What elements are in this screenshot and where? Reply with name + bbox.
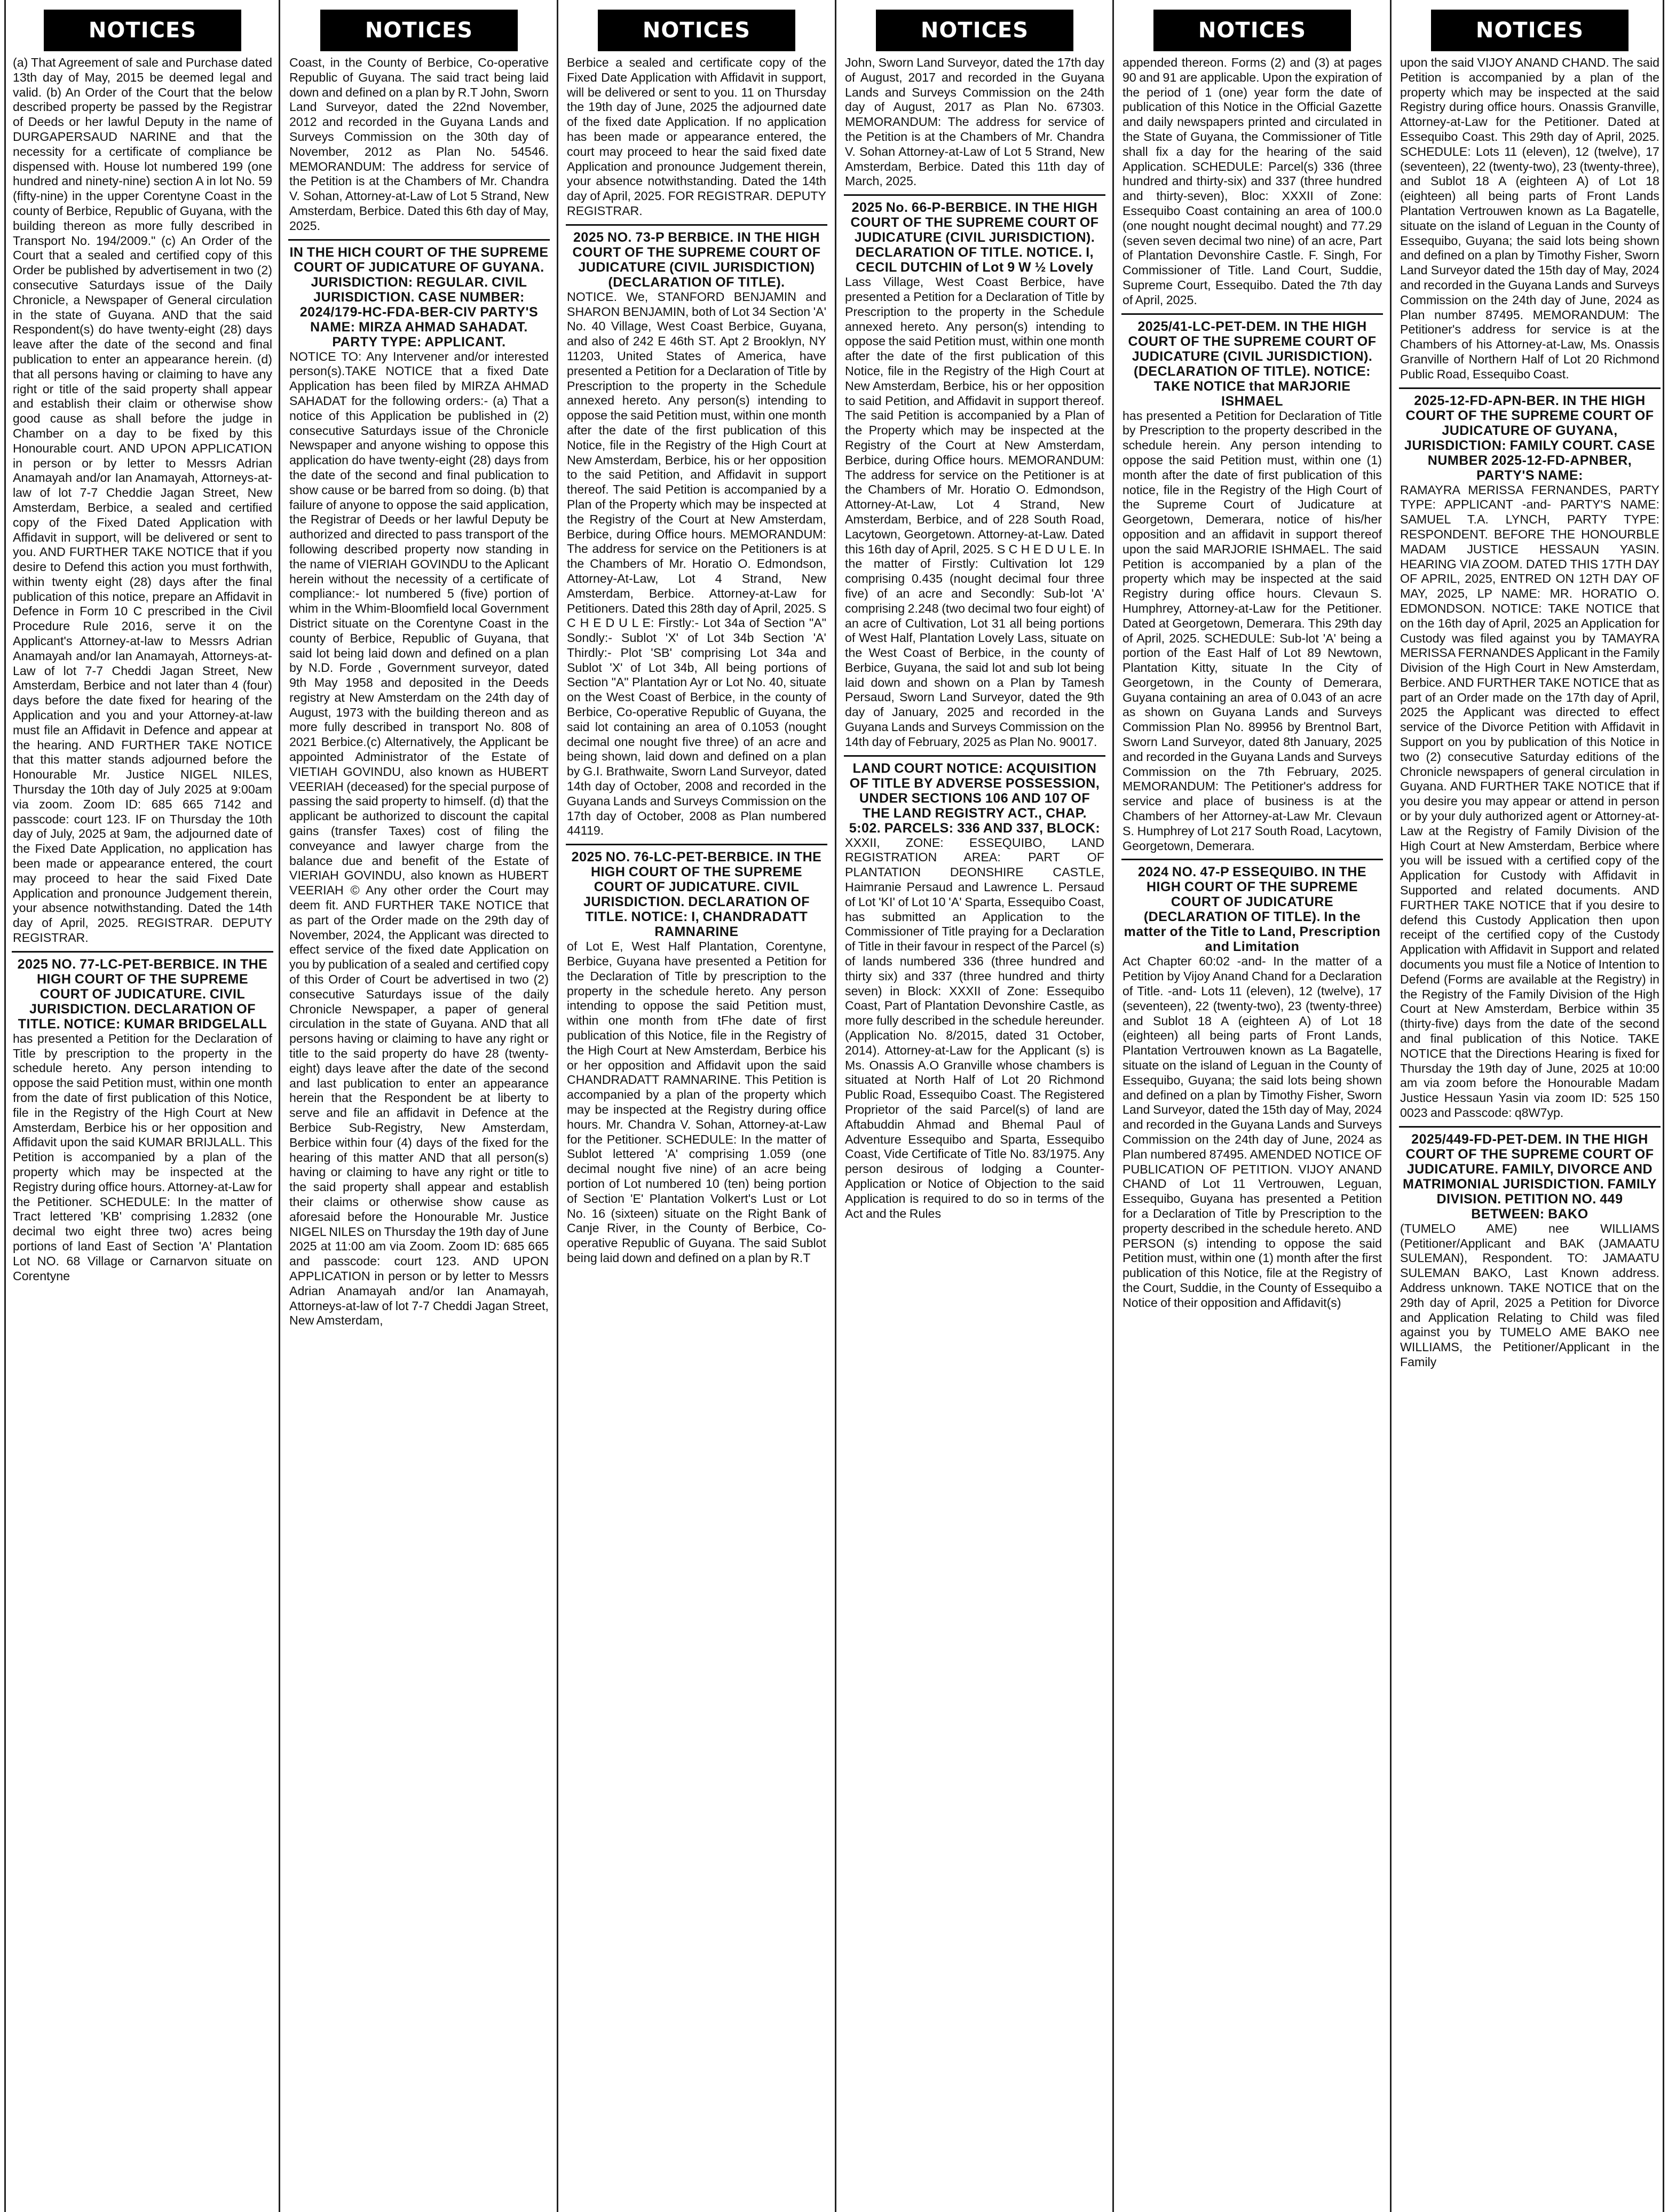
- notice: [13, 957, 272, 1284]
- notice-divider: [566, 224, 827, 226]
- notice-heading: 2025 No. 66-P-BERBICE. IN THE HIGH COURT OF THE SUPREME COURT OF JUDICATURE (CIVIL JURISDICTION). DECLARATION OF TITLE. NOTICE. I, CECIL DUTCHIN of Lot 9 W ½ Lovely: [850, 200, 1099, 275]
- notices-column: [566, 10, 827, 2200]
- column-rule: [835, 0, 836, 2212]
- notice-text: NOTICE TO: Any Intervener and/or interested person(s).TAKE NOTICE that a fixed Date Application has been filed by MIRZA AHMAD SAHADAT for the following orders:- (a) That a notice of this Application be published in (2) consecutive Saturdays issue of the Chronicle Newspaper and anyone wishing to oppose this application do have twenty-eight (28) days from the date of the second and final publication to show cause or be barred from so doing. (b) that failure of anyone to oppose the said application, the Registrar of Deeds or her lawful Deputy be authorized and directed to pass transport of the following described property now standing in the name of VIERIAH GOVINDU to the Aplicant herein without the necessity of a certificate of compliance:- lot numbered 5 (five) portion of whim in the Whim-Bloomfield local Government District situate on the Corentyne Coast in the county of Berbice, Republic of Guyana, that said lot being laid down and defined on a plan by N.D. Forde , Government surveyor, dated 9th May 1958 and deposited in the Deeds registry at New Amsterdam on the 24th day of August, 1973 with the building thereon and as more fully described in transport No. 808 of 2021 Berbice.(c) Alternatively, the Applicant be appointed Administrator of the Estate of VIETIAH GOVINDU, also known as HUBERT VEERIAH (deceased) for the special purpose of passing the said property to himself. (d) that the applicant be authorized to discount the capital gains (transfer Taxes) cost of filing the conveyance and lawyer charge from the balance due and benefit of the Estate of VIERIAH GOVINDU, also known as HUBERT VEERIAH © Any other order the Court may deem fit. AND FURTHER TAKE NOTICE that as part of the Order made on the 29th day of November, 2024, the Applicant was directed to effect service of the fixed date Application on you by publication of a sealed and certified copy of this Order of Court be advertised in two (2) consecutive Saturdays issue of the daily Chronicle Newspaper, a paper of general circulation in the state of Guyana. AND that all persons having or claiming to have any right or title to the said property do have 28 (twenty-eight) days leave after the date of the second and last publication to enter an appearance herein that the Respondent be at liberty to serve and file an affidavit in Defence at the Berbice Sub-Registry, New Amsterdam, Berbice within four (4) days of the fixed for the hearing of this matter AND that all person(s) having or claiming to have any right or title to the said property shall appear and establish their claims or otherwise show cause as aforesaid before the Honourable Mr. Justice NIGEL NILES on Thursday the 19th day of June 2025 at 11:00 am via Zoom. Zoom ID: 685 665 and passcode: court 123. AND UPON APPLICATION in person or by letter to Messrs Adrian Anamayah and/or Ian Anamayah, Attorneys-at-law of lot 7-7 Cheddi Jagan Street, New Amsterdam,: [289, 349, 549, 1328]
- notice-text: has presented a Petition for the Declaration of Title by prescription to the property in the schedule hereto. Any person intending to oppose the said Petition must, within one month from the date of first publication of this Notice, file in the Registry of the High Court at New Amsterdam, Berbice his or her opposition and Affidavit upon the said KUMAR BRIJLALL. This Petition is accompanied by a plan of the property which may be inspected at the Registry during office hours. Attorney-at-Law for the Petitioner. SCHEDULE: In the matter of Tract lettered 'KB' comprising 1.2832 (one decimal two eight three two) acres being portions of land East of Section 'A' Plantation Lot NO. 68 Village or Carnarvon situate on Corentyne: [13, 1031, 272, 1283]
- notice-heading: 2025 NO. 73-P BERBICE. IN THE HIGH COURT OF THE SUPREME COURT OF JUDICATURE (CIVIL JURISDICTION) (DECLARATION OF TITLE).: [572, 229, 821, 290]
- notice-divider: [844, 194, 1105, 196]
- notice-text: (a) That Agreement of sale and Purchase dated 13th day of May, 2015 be deemed legal and valid. (b) An Order of the Court that the below described property be passed by the Registrar of Deeds or her lawful Deputy in the name of DURGAPERSAUD NARINE and that the necessity for a certificate of compliance be dispensed with. House lot numbered 199 (one hundred and ninety-nine) section A in lot No. 59 (fifty-nine) in the upper Corentyne Coast in the county of Berbice, Republic of Guyana, with the building thereon as more fully described in Transport No. 194/2009." (c) An Order of the Court that a sealed and certified copy of this Order be published by advertisement in two (2) consecutive Saturdays issue of the Daily Chronicle, a Newspaper of General circulation in the state of Guyana. AND that the said Respondent(s) do have twenty-eight (28) days leave after the date of the second and final publication to enter an appearance herein. (d) that all persons having or claiming to have any right or title of the said property shall appear and establish their claim or otherwise show good cause as shall before the judge in Chamber on a day to be fixed by this Honourable court. AND UPON APPLICATION in person or by letter to Messrs Adrian Anamayah and/or Ian Anamayah, Attorneys-at-law of lot 7-7 Cheddie Jagan Street, New Amsterdam, Berbice, a sealed and certified copy of the Fixed Dated Application with Affidavit in support, will be delivered or sent to you. AND FURTHER TAKE NOTICE that if you desire to Defend this action you must forthwith, within twenty eight (28) days after the final publication of this notice, prepare an Affidavit in Defence in Form 10 C prescribed in the Civil Procedure Rule 2016, serve it on the Applicant's Attorney-at-law to Messrs Adrian Anamayah and/or Ian Anamayah, Attorneys-at-Law of lot 7-7 Cheddi Jagan Street, New Amsterdam, Berbice and not later than 4 (four) days before the date fixed for hearing of the Application and you and your Attorney-at-law must file an Affidavit in Defence and appear at the hearing. AND FURTHER TAKE NOTICE that this matter stands adjourned before the Honourable Mr. Justice NIGEL NILES, Thursday the 10th day of July 2025 at 9:00am via zoom. Zoom ID: 685 665 7142 and passcode: court 123. IF on Thursday the 10th day of July, 2025 at 9am, the adjourned date of the Fixed Date Application, no application has been made or appearance entered, the court may proceed to hear the said Fixed Date Application and pronounce Judgement therein, your absence notwithstanding. Dated the 14th day of April, 2025. REGISTRAR. DEPUTY REGISTRAR.: [13, 56, 272, 945]
- notice-text: Berbice a sealed and certificate copy of the Fixed Date Application with Affidavit in support, will be delivered or sent to you. 11 on Thursday the 19th day of June, 2025 the adjourned date of the fixed date Application. If no application has been made or appearance entered, the court may proceed to hear the said fixed date Application and pronounce Judgement therein, your absence notwithstanding. Dated the 14th day of April, 2025. FOR REGISTRAR. DEPUTY REGISTRAR.: [567, 56, 826, 218]
- notice-text: Lass Village, West Coast Berbice, have presented a Petition for a Declaration of Title by Prescription to the property in the Schedule annexed hereto. Any person(s) intending to oppose the said Petition must, within one month after the date of the first publication of this Notice, file in the Registry of the High Court at New Amsterdam, Berbice, his or her opposition to said Petition, and Affidavit in support thereof. The said Petition is accompanied by a Plan of the Property which may be inspected at the Registry of the Court at New Amsterdam, Berbice, during Office hours. MEMORANDUM: The address for service on the Petitioner is at the Chambers of Mr. Horatio O. Edmondson, Attorney-At-Law, Lot 4 Strand, New Amsterdam, Berbice, and of 228 South Road, Lacytown, Georgetown. Attorney-at-Law. Dated this 16th day of April, 2025. S C H E D U L E. In the matter of Firstly: Cultivation lot 129 comprising 0.435 (nought decimal four three five) of an acre and Secondly: Sub-lot 'A' comprising 2.248 (two decimal two four eight) of an acre of Cultivation, Lot 31 all being portions of West Half, Plantation Lovely Lass, situate on the West Coast of Berbice, in the county of Berbice, Guyana, the said lot and sub lot being laid down and shown on a Plan by Tamesh Persaud, Sworn Land Surveyor, dated the 9th day of January, 2025 and recorded in the Guyana Lands and Surveys Commission on the 14th day of February, 2025 as Plan No. 90017.: [845, 275, 1104, 749]
- column-header: NOTICES: [44, 10, 241, 51]
- notice: [567, 850, 826, 1266]
- notice-text: Coast, in the County of Berbice, Co-operative Republic of Guyana. The said tract being laid down and defined on a plan by R.T John, Sworn Land Surveyor, dated the 22nd November, 2012 and recorded in the Guyana Lands and Surveys Commission on the 30th day of November, 2012 as Plan No. 54546. MEMORANDUM: The address for service of the Petition is at the Chambers of Mr. Chandra V. Sohan, Attorney-at-Law of Lot 5 Strand, New Amsterdam, Berbice. Dated this 6th day of May, 2025.: [289, 56, 549, 233]
- notices-column: [12, 10, 273, 2200]
- notice-divider: [288, 239, 550, 241]
- notice: [845, 200, 1104, 750]
- notice-text: RAMAYRA MERISSA FERNANDES, PARTY TYPE: APPLICANT -and- PARTY'S NAME: SAMUEL T.A. LYNCH, PARTY TYPE: RESPONDENT. BEFORE THE HONOURBLE MADAM JUSTICE HESSAUN YASIN. HEARING VIA ZOOM. DATED THIS 17TH DAY OF APRIL, 2025, ENTRED ON 12TH DAY OF MAY, 2025, LP NAME: MR. HORATIO O. EDMONDSON. NOTICE: TAKE NOTICE that on the 16th day of April, 2025 an Application for Custody was filed against you by TAMAYRA MERISSA FERNANDES Applicant in the Family Division of the High Court in New Amsterdam, Berbice. AND FURTHER TAKE NOTICE that as part of an Order made on the 17th day of April, 2025 the Applicant was directed to effect service of the Divorce Petition with Affidavit in Support on you by publication of this Notice in two (2) consecutive Saturday editions of the Chronicle newspapers of general circulation in Guyana. AND FURTHER TAKE NOTICE that if you desire you may appear or attend in person or by your duly authorized agent or Attorney-at-Law at the Registry of Family Division of the High Court at New Amsterdam, Berbice where you will be issued with a certified copy of the Application for Custody with Affidavit in Supported and related documents. AND FURTHER TAKE NOTICE that if you desire to defend this Custody Application then upon receipt of the certified copy of the Custody Application with Affidavit in Support and related documents you must file a Notice of Intention to Defend (Forms are available at the Registry) in the Registry of the Family Division of the High Court at New Amsterdam, Berbice within 35 (thirty-five) days from the date of the second and final publication of this Notice. TAKE NOTICE that the Directions Hearing is fixed for Thursday the 19th day of June, 2025 at 10:00 am via zoom before the Honourable Madam Justice Hessaun Yasin via zoom ID: 525 150 0023 and Passcode: q8W7yp.: [1400, 482, 1659, 1120]
- column-rule: [1112, 0, 1114, 2212]
- column-rule: [1390, 0, 1392, 2212]
- notice-heading: LAND COURT NOTICE: ACQUISITION OF TITLE BY ADVERSE POSSESSION, UNDER SECTIONS 106 AND 107 OF THE LAND REGISTRY ACT., CHAP. 5:02. PARCELS: 336 AND 337, BLOCK:: [849, 760, 1101, 836]
- notice: [567, 56, 826, 219]
- notice-divider: [1399, 1126, 1661, 1128]
- notice-divider: [1399, 387, 1661, 389]
- notices-column: [844, 10, 1105, 2200]
- column-header: NOTICES: [1431, 10, 1629, 51]
- notice-heading: IN THE HICH COURT OF THE SUPREME COURT OF JUDICATURE OF GUYANA. JURISDICTION: REGULAR. CIVIL JURISDICTION. CASE NUMBER: 2024/179-HC-FDA-BER-CIV PARTY'S NAME: MIRZA AHMAD SAHADAT. PARTY TYPE: APPLICANT.: [289, 244, 549, 350]
- notice: [1400, 56, 1659, 382]
- notices-column: [1121, 10, 1383, 2200]
- column-rule: [557, 0, 558, 2212]
- notice-text: (TUMELO AME) nee WILLIAMS (Petitioner/Applicant and BAK (JAMAATU SULEMAN), Respondent. TO: JAMAATU SULEMAN BAKO, Last Known address. Address unknown. TAKE NOTICE that on the 29th day of April, 2025 a Petition for Divorce and Application Relating to Child was filed against you by TUMELO AME BAKO nee WILLIAMS, the Petitioner/Applicant in the Family: [1400, 1221, 1659, 1369]
- notice-text: XXXII, ZONE: ESSEQUIBO, LAND REGISTRATION AREA: PART OF PLANTATION DEONSHIRE CASTLE, Haimranie Persaud and Lawrence L. Persaud of Lot 'KI' of Lot 10 'A' Sparta, Essequibo Coast, has submitted an Application to the Commissioner of Title praying for a Declaration of Title in their favour in respect of the Parcel (s) of lands numbered 336 (three hundred and thirty six) and 337 (three hundred and thirty seven) in Block: XXXII of Zone: Essequibo Coast, Part of Plantation Devonshire Castle, as more fully described in the schedule hereunder. (Application No. 8/2015, dated 31 October, 2014). Attorney-at-Law for the Applicant (s) is Ms. Onassis A.O Granville whose chambers is situated at North Half of Lot 20 Richmond Public Road, Essequibo Coast. The Registered Proprietor of the said Parcel(s) of land are Aftabuddin Ahmad and Bhemal Paul of Adventure Essequibo and Sparta, Essequibo Coast, Vide Certificate of Title No. 83/1975. Any person desirous of lodging a Counter-Application or Notice of Objection to the said Application is required to do so in terms of the Act and the Rules: [845, 835, 1104, 1220]
- notice-heading: 2024 NO. 47-P ESSEQUIBO. IN THE HIGH COURT OF THE SUPREME COURT OF JUDICATURE (DECLARATION OF TITLE). In the matter of the Title to Land, Prescription and Limitation: [1124, 865, 1381, 955]
- notice-divider: [12, 951, 273, 953]
- notice: [1400, 1132, 1659, 1370]
- notices-column: [288, 10, 550, 2200]
- column-rule: [279, 0, 280, 2212]
- notice-divider: [844, 755, 1105, 757]
- notice: [13, 56, 272, 946]
- notice-text: has presented a Petition for Declaration of Title by Prescription to the property described in the schedule herein. Any person intending to oppose the said Petition must, within one (1) month after the date of first publication of this notice, file in the Registry of the High Court of the Supreme Court of Judicature at Georgetown, Demerara, notice of his/her opposition and an affidavit in support thereof upon the said MARJORIE ISHMAEL. The said Petition is accompanied by a plan of the property which may be inspected at the said Registry during office hours. Clevaun S. Humphrey, Attorney-at-Law for the Petitioner. Dated at Georgetown, Demerara. This 29th day of April, 2025. SCHEDULE: Sub-lot 'A' being a portion of the East Half of Lot 89 Newtown, Plantation Kitty, situate In the City of Georgetown, in the County of Demerara, Guyana containing an area of 0.043 of an acre as shown on Guyana Lands and Surveys Commission Plan No. 89956 by Brentnol Bart, Sworn Land Surveyor, dated 8th January, 2025 and recorded in the Guyana Lands and Surveys Commission on the 7th February, 2025. MEMORANDUM: The Petitioner's address for service and place of business is at the Chambers of her Attorney-at-Law Mr. Clevaun S. Humphrey of Lot 217 South Road, Lacytown, Georgetown, Demerara.: [1122, 408, 1382, 853]
- notice-heading: 2025-12-FD-APN-BER. IN THE HIGH COURT OF THE SUPREME COURT OF JUDICATURE OF GUYANA, JURISDICTION: FAMILY COURT. CASE NUMBER 2025-12-FD-APNBER, PARTY'S NAME:: [1404, 393, 1655, 483]
- notice-divider: [1121, 313, 1383, 315]
- notice: [289, 245, 549, 1329]
- notice: [1122, 56, 1382, 308]
- column-header: NOTICES: [598, 10, 795, 51]
- notice: [1400, 393, 1659, 1121]
- notice: [1122, 865, 1382, 1310]
- notices-column: [1399, 10, 1661, 2200]
- notice-divider: [1121, 859, 1383, 860]
- notice-heading: 2025 NO. 77-LC-PET-BERBICE. IN THE HIGH COURT OF THE SUPREME COURT OF JUDICATURE. CIVIL JURISDICTION. DECLARATION OF TITLE. NOTICE: KUMAR BRIDGELALL: [17, 956, 268, 1032]
- notice-text: John, Sworn Land Surveyor, dated the 17th day of August, 2017 and recorded in the Guyana Lands and Surveys Commission on the 24th day of August, 2017 as Plan No. 67303. MEMORANDUM: The address for service of the Petition is at the Chambers of Mr. Chandra V. Sohan Attorney-at-Law of Lot 5 Strand, New Amsterdam, Berbice. Dated this 11th day of March, 2025.: [845, 56, 1104, 188]
- column-header: NOTICES: [876, 10, 1073, 51]
- notice: [845, 761, 1104, 1222]
- notice: [845, 56, 1104, 189]
- notice: [567, 230, 826, 838]
- notice-divider: [566, 844, 827, 845]
- notice-heading: 2025/449-FD-PET-DEM. IN THE HIGH COURT OF THE SUPREME COURT OF JUDICATURE. FAMILY, DIVORCE AND MATRIMONIAL JURISDICTION. FAMILY DIVISION. PETITION NO. 449 BETWEEN: BAKO: [1402, 1131, 1657, 1222]
- notice-heading: 2025/41-LC-PET-DEM. IN THE HIGH COURT OF THE SUPREME COURT OF JUDICATURE (CIVIL JURISDICTION). (DECLARATION OF TITLE). NOTICE: TAKE NOTICE that MARJORIE ISHMAEL: [1128, 319, 1377, 409]
- notice-text: NOTICE. We, STANFORD BENJAMIN and SHARON BENJAMIN, both of Lot 34 Section 'A' No. 40 Village, West Coast Berbice, Guyana, and also of 242 E 46th ST. Apt 2 Brooklyn, NY 11203, United States of America, have presented a Petition for a Declaration of Title by Prescription to the property in the Schedule annexed hereto. Any person(s) intending to oppose the said Petition must, within one month after the date of the first publication of this Notice, file in the Registry of the High Court at New Amsterdam, Berbice, his or her opposition to the said Petition, and Affidavit in support thereof. The said Petition is accompanied by a Plan of the Property which may be inspected at the Registry of the Court at New Amsterdam, Berbice, during Office hours. MEMORANDUM: The address for service on the Petitioners is at the Chambers of Mr. Horatio O. Edmondson, Attorney-At-Law, Lot 4 Strand, New Amsterdam, Berbice. Attorney-at-Law for Petitioners. Dated this 28th day of April, 2025. S C H E D U L E: Firstly:- Lot 34a of Section "A" Sondly:- Sublot 'X' of Lot 34b Section 'A' Thirdly:- Plot 'SB' comprising Lot 34a and Sublot 'X' of Lot 34b, All being portions of Section "A" Plantation Ayr or Lot No. 40, situate on the West Coast of Berbice, in the county of Berbice, Co-operative Republic of Guyana, the said lot containing an area of 0.1053 (nought decimal one nought five three) of an acre and being shown, laid down and defined on a plan by G.I. Brathwaite, Sworn Land Surveyor, dated 14th day of October, 2008 and recorded in the Guyana Lands and Surveys Commission on the 17th day of October, 2008 as Plan numbered 44119.: [567, 289, 826, 838]
- notice-text: of Lot E, West Half Plantation, Corentyne, Berbice, Guyana have presented a Petition for the Declaration of Title by prescription to the property in the schedule hereto. Any person intending to oppose the said Petition must, within one month from tFhe date of first publication of this Notice, file in the Registry of the High Court at New Amsterdam, Berbice his or her opposition and Affidavit upon the said CHANDRADATT RAMNARINE. This Petition is accompanied by a plan of the property which may be inspected at the Registry during office hours. Mr. Chandra V. Sohan, Attorney-at-Law for the Petitioner. SCHEDULE: In the matter of Sublot lettered 'A' comprising 1.059 (one decimal nought five nine) of an acre being portion of Lot numbered 10 (ten) being portion of Section 'E' Plantation Volkert's Lust or Lot No. 16 (sixteen) situate on the Right Bank of Canje River, in the County of Berbice, Co-operative Republic of Guyana. The said Sublot being laid down and defined on a plan by R.T: [567, 939, 826, 1265]
- notice-text: appended thereon. Forms (2) and (3) at pages 90 and 91 are applicable. Upon the expiration of the period of 1 (one) year form the date of publication of this Notice in the Official Gazette and daily newspapers printed and circulated in the State of Guyana, the Commissioner of Title shall fix a day for the hearing of the said Application. SCHEDULE: Parcel(s) 336 (three hundred and thirty-six) and 337 (three hundred and thirty-seven), Bloc: XXXII of Zone: Essequibo Coast containing an area of 100.0 (one nought nought decimal nought) and 77.29 (seven seven decimal two nine) of an acre, Part of Plantation Devonshire Castle. F. Singh, For Commissioner of Title. Land Court, Suddie, Supreme Court, Essequibo. Dated the 7th day of April, 2025.: [1122, 56, 1382, 307]
- notice-text: Act Chapter 60:02 -and- In the matter of a Petition by Vijoy Anand Chand for a Declaration of Title. -and- Lots 11 (eleven), 12 (twelve), 17 (seventeen), 22 (twenty-two), 23 (twenty-three) and Sublot 18 A (eighteen A) of Lot 18 (eighteen) all being parts of Front Lands, Plantation Vertrouwen known as La Bagatelle, situate on the island of Leguan in the County of Essequibo, Guyana; the said lots being shown and defined on a plan by Timothy Fisher, Sworn Land Surveyor, dated the 15th day of May, 2024 and recorded in the Guyana Lands and Surveys Commission on the 24th day of June, 2024 as Plan numbered 87495. AMENDED NOTICE OF PUBLICATION OF PETITION. VIJOY ANAND CHAND of Lot 11 Vertrouwen, Leguan, Essequibo, Guyana has presented a Petition for a Declaration of Title by Prescription to the property described in the schedule hereto. AND PERSON (s) intending to oppose the said Petition must, within one (1) month after the first publication of this Notice, file at the Registry of the Court, Suddie, in the County of Essequibo a Notice of their opposition and Affidavit(s): [1122, 954, 1382, 1310]
- notice: [1122, 319, 1382, 854]
- notice-text: upon the said VIJOY ANAND CHAND. The said Petition is accompanied by a plan of the property which may be inspected at the said Registry during office hours. Onassis Granville, Attorney-at-Law for the Petitioner. Dated at Essequibo Coast. This 29th day of April, 2025. SCHEDULE: Lots 11 (eleven), 12 (twelve), 17 (seventeen), 22 (twenty-two), 23 (twenty-three), and Sublot 18 A (eighteen A) of Lot 18 (eighteen) all being parts of Front Lands Plantation Vertrouwen known as La Bagatelle, situate on the island of Leguan in the County of Essequibo, Guyana; the said lots being shown and defined on a plan by Timothy Fisher, Sworn Land Surveyor dated the 15th day of May, 2024 and recorded in the Guyana Lands and Surveys Commission on the 24th day of June, 2024 as Plan number 87495. MEMORANDUM: The Petitioner's address for service is at the Chambers of his Attorney-at-Law, Ms. Onassis Granville of Northern Half of Lot 20 Richmond Public Road, Essequibo Coast.: [1400, 56, 1659, 381]
- notice-heading: 2025 NO. 76-LC-PET-BERBICE. IN THE HIGH COURT OF THE SUPREME COURT OF JUDICATURE. CIVIL JURISDICTION. DECLARATION OF TITLE. NOTICE: I, CHANDRADATT RAMNARINE: [571, 850, 822, 940]
- column-header: NOTICES: [1153, 10, 1351, 51]
- column-rule: [4, 0, 6, 2212]
- column-rule: [1663, 0, 1664, 2212]
- column-header: NOTICES: [320, 10, 518, 51]
- notice: [289, 56, 549, 234]
